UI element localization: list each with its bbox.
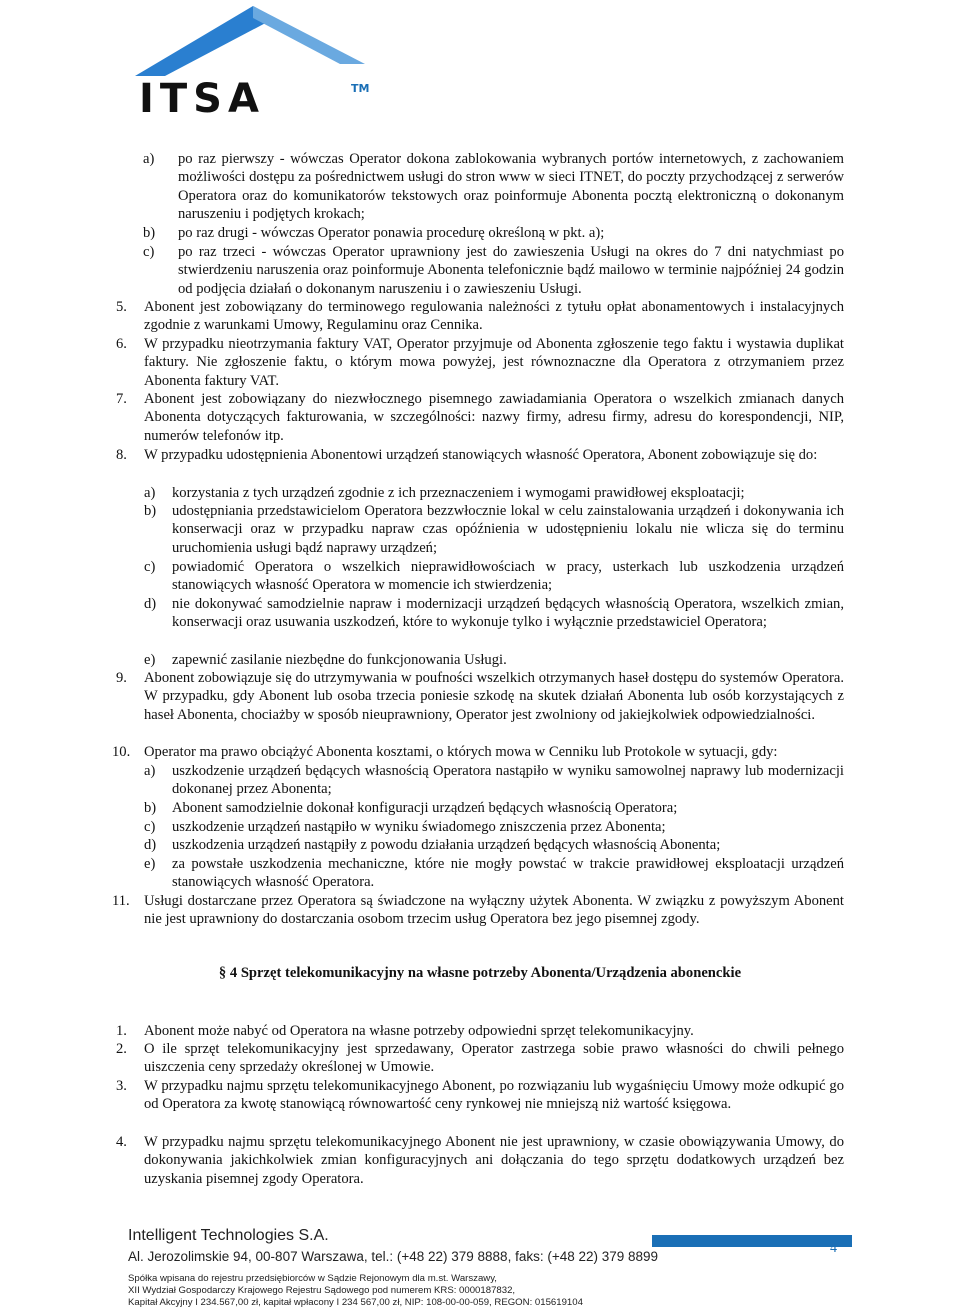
list-item-text: uszkodzenia urządzeń nastąpiły z powodu działania urządzeń będących własnością Abonenta;	[172, 837, 721, 853]
list-item-text: udostępniania przedstawicielom Operatora bezzwłocznie lokal w celu zainstalowania urządzeń i dokonywania ich konserwacji oraz w przypadku napraw czas opóźnienia w udostępnieniu lokalu nie wlicza się do terminu uruchomienia usługi bądź naprawy urządzeń;	[172, 503, 844, 556]
footer-registration-line: Spółka wpisana do rejestru przedsiębiorców w Sądzie Rejonowym dla m.st. Warszawy,	[128, 1273, 497, 1284]
list-marker: d)	[144, 596, 157, 612]
footer-company-name: Intelligent Technologies S.A.	[128, 1227, 329, 1244]
list-item	[144, 799, 844, 817]
footer-accent-bar	[652, 1235, 852, 1247]
list-marker: e)	[144, 652, 156, 668]
footer-address: Al. Jerozolimskie 94, 00-807 Warszawa, tel.: (+48 22) 379 8888, faks: (+48 22) 379 8899	[128, 1249, 659, 1264]
numbered-item	[116, 1133, 844, 1188]
list-marker: b)	[144, 800, 157, 816]
item-number: 6.	[116, 336, 127, 352]
list-item-text: Abonent samodzielnie dokonał konfiguracji urządzeń będących własnością Operatora;	[172, 800, 678, 816]
item-number: 3.	[116, 1078, 127, 1094]
item-text: Operator ma prawo obciążyć Abonenta kosztami, o których mowa w Cenniku lub Protokole w sytuacji, gdy:	[144, 744, 778, 760]
list-item	[144, 762, 844, 799]
list-item	[144, 836, 844, 854]
list-item-text: korzystania z tych urządzeń zgodnie z ich przeznaczeniem i wymogami prawidłowej eksploatacji;	[172, 485, 745, 501]
list-item	[143, 243, 844, 298]
footer-registration-line: XII Wydział Gospodarczy Krajowego Rejestru Sądowego pod numerem KRS: 0000187832,	[128, 1285, 516, 1296]
item-text: O ile sprzęt telekomunikacyjny jest sprzedawany, Operator zastrzega sobie prawo własności do chwili pełnego uiszczenia ceny sprzedaży określonej w Umowie.	[144, 1041, 844, 1076]
item-number: 10.	[112, 744, 131, 760]
list-marker: d)	[144, 837, 157, 853]
item-number: 4.	[116, 1134, 127, 1150]
list-marker: e)	[144, 856, 156, 872]
section-heading: § 4 Sprzęt telekomunikacyjny na własne potrzeby Abonenta/Urządzenia abonenckie	[218, 965, 742, 981]
list-item-text: nie dokonywać samodzielnie napraw i modernizacji urządzeń będących własnością Operatora, wszelkich zmian, konserwacji oraz usuwania uszkodzeń, które to wykonuje tylko i wyłącznie przedstawiciel Operatora;	[172, 596, 844, 631]
list-marker: c)	[143, 244, 155, 260]
list-item	[144, 855, 844, 892]
list-marker: c)	[144, 559, 156, 575]
list-item-text: uszkodzenie urządzeń będących własnością Operatora nastąpiło w wyniku samowolnej naprawy lub modernizacji dokonanej przez Abonenta;	[172, 763, 844, 798]
item-number: 5.	[116, 299, 127, 315]
numbered-item	[116, 390, 844, 445]
list-marker: a)	[144, 485, 156, 501]
list-marker: b)	[144, 503, 157, 519]
list-marker: c)	[144, 819, 156, 835]
list-item-text: powiadomić Operatora o wszelkich nieprawidłowościach w pracy, usterkach lub uszkodzenia urządzeń stanowiących własność Operatora w momencie ich stwierdzenia;	[172, 559, 844, 594]
list-item	[144, 595, 844, 632]
item-text: Usługi dostarczane przez Operatora są świadczone na wyłączny użytek Abonenta. W związku z powyższym Abonent nie jest uprawniony do dostarczania osobom trzecim usług Operatora bez jego pisemnej zgody.	[144, 893, 844, 928]
list-item	[144, 558, 844, 595]
numbered-item	[116, 1040, 844, 1077]
list-item	[143, 224, 844, 242]
list-marker: b)	[143, 225, 156, 241]
logo-wordmark: ITSA	[139, 76, 265, 114]
item-text: W przypadku udostępnienia Abonentowi urządzeń stanowiących własność Operatora, Abonent zobowiązuje się do:	[144, 447, 818, 463]
numbered-item	[116, 446, 844, 464]
item-number: 8.	[116, 447, 127, 463]
list-item-text: po raz trzeci - wówczas Operator uprawniony jest do zawieszenia Usługi na okres do 7 dni natychmiast po stwierdzeniu naruszenia oraz poinformuje Abonenta telefonicznie bądź mailowo w terminie najpóźniej 24 godzin od podjęcia działań o dokonanym naruszeniu i o zawieszeniu Usługi.	[178, 244, 844, 297]
list-item	[144, 818, 844, 836]
footer-registration-line: Kapitał Akcyjny I 234.567,00 zł, kapitał wpłacony I 234 567,00 zł, NIP: 108-00-00-059, REGON: 015619104	[128, 1297, 583, 1308]
logo-roof-right	[253, 6, 365, 64]
item-text: W przypadku najmu sprzętu telekomunikacyjnego Abonent nie jest uprawniony, w czasie obowiązywania Umowy, do dokonywania jakichkolwiek zmian konfiguracyjnych ani dołączania do tego sprzętu dodatkowych urządzeń bez uzyskania pisemnej zgody Operatora.	[144, 1134, 844, 1187]
item-number: 11.	[112, 893, 130, 909]
list-item	[143, 150, 844, 224]
numbered-item	[116, 669, 844, 724]
item-text: Abonent może nabyć od Operatora na własne potrzeby odpowiedni sprzęt telekomunikacyjny.	[144, 1023, 694, 1039]
list-item-text: po raz drugi - wówczas Operator ponawia procedurę określoną w pkt. a);	[178, 225, 605, 241]
list-item-text: po raz pierwszy - wówczas Operator dokona zablokowania wybranych portów internetowych, z zachowaniem możliwości dostępu za pośrednictwem usługi do stron www w sieci ITNET, do poczty przychodzącej z serwerów Operatora oraz do komunikatorów tekstowych oraz poinformuje Abonenta pocztą elektroniczną o dokonanym naruszeniu i podjętych krokach;	[178, 151, 844, 223]
numbered-item	[112, 743, 844, 761]
logo-trademark: TM	[351, 82, 370, 95]
list-marker: a)	[143, 151, 155, 167]
page-number: 4	[830, 1241, 837, 1256]
list-item-text: za powstałe uszkodzenia mechaniczne, które nie mogły powstać w trakcie prawidłowej eksploatacji urządzeń stanowiących własność Operatora.	[172, 856, 844, 891]
list-item	[144, 484, 844, 502]
item-text: Abonent zobowiązuje się do utrzymywania w poufności wszelkich otrzymanych haseł dostępu do systemów Operatora. W przypadku, gdy Abonent lub osoba trzecia poniesie szkodę na skutek działań Abonenta lub osób korzystających z haseł Abonenta, chociażby w sposób nieuprawniony, Operator jest zwolniony od jakiejkolwiek odpowiedzialności.	[144, 670, 844, 723]
item-text: W przypadku najmu sprzętu telekomunikacyjnego Abonent, po rozwiązaniu lub wygaśnięciu Umowy może odkupić go od Operatora za kwotę stanowiącą równowartość ceny rynkowej nie mniejszą niż wartość księgowa.	[144, 1078, 844, 1113]
item-number: 2.	[116, 1041, 127, 1057]
list-item-text: uszkodzenie urządzeń nastąpiło w wyniku świadomego zniszczenia przez Abonenta;	[172, 819, 666, 835]
numbered-item	[116, 1022, 844, 1040]
numbered-item	[116, 298, 844, 335]
numbered-item	[112, 892, 844, 929]
item-number: 9.	[116, 670, 127, 686]
list-item-text: zapewnić zasilanie niezbędne do funkcjonowania Usługi.	[172, 652, 507, 668]
item-number: 1.	[116, 1023, 127, 1039]
itsa-logo	[125, 4, 375, 114]
list-marker: a)	[144, 763, 156, 779]
page-footer	[0, 1225, 960, 1310]
item-text: Abonent jest zobowiązany do terminowego regulowania należności z tytułu opłat abonamentowych i instalacyjnych zgodnie z warunkami Umowy, Regulaminu oraz Cennika.	[144, 299, 844, 334]
item-text: Abonent jest zobowiązany do niezwłocznego pisemnego zawiadamiania Operatora o wszelkich zmianach danych Abonenta dotyczących fakturowania, w szczególności: nazwy firmy, adresu firmy, adresu do korespondencji, NIP, numerów telefonów itp.	[144, 391, 844, 444]
item-text: W przypadku nieotrzymania faktury VAT, Operator przyjmuje od Abonenta zgłoszenie tego faktu i wystawia duplikat faktury. Nie zgłoszenie faktu, o którym mowa powyżej, jest równoznaczne dla Operatora z otrzymaniem przez Abonenta faktury VAT.	[144, 336, 844, 389]
item-number: 7.	[116, 391, 127, 407]
numbered-item	[116, 1077, 844, 1114]
list-item	[144, 651, 844, 669]
list-item	[144, 502, 844, 557]
numbered-item	[116, 335, 844, 390]
